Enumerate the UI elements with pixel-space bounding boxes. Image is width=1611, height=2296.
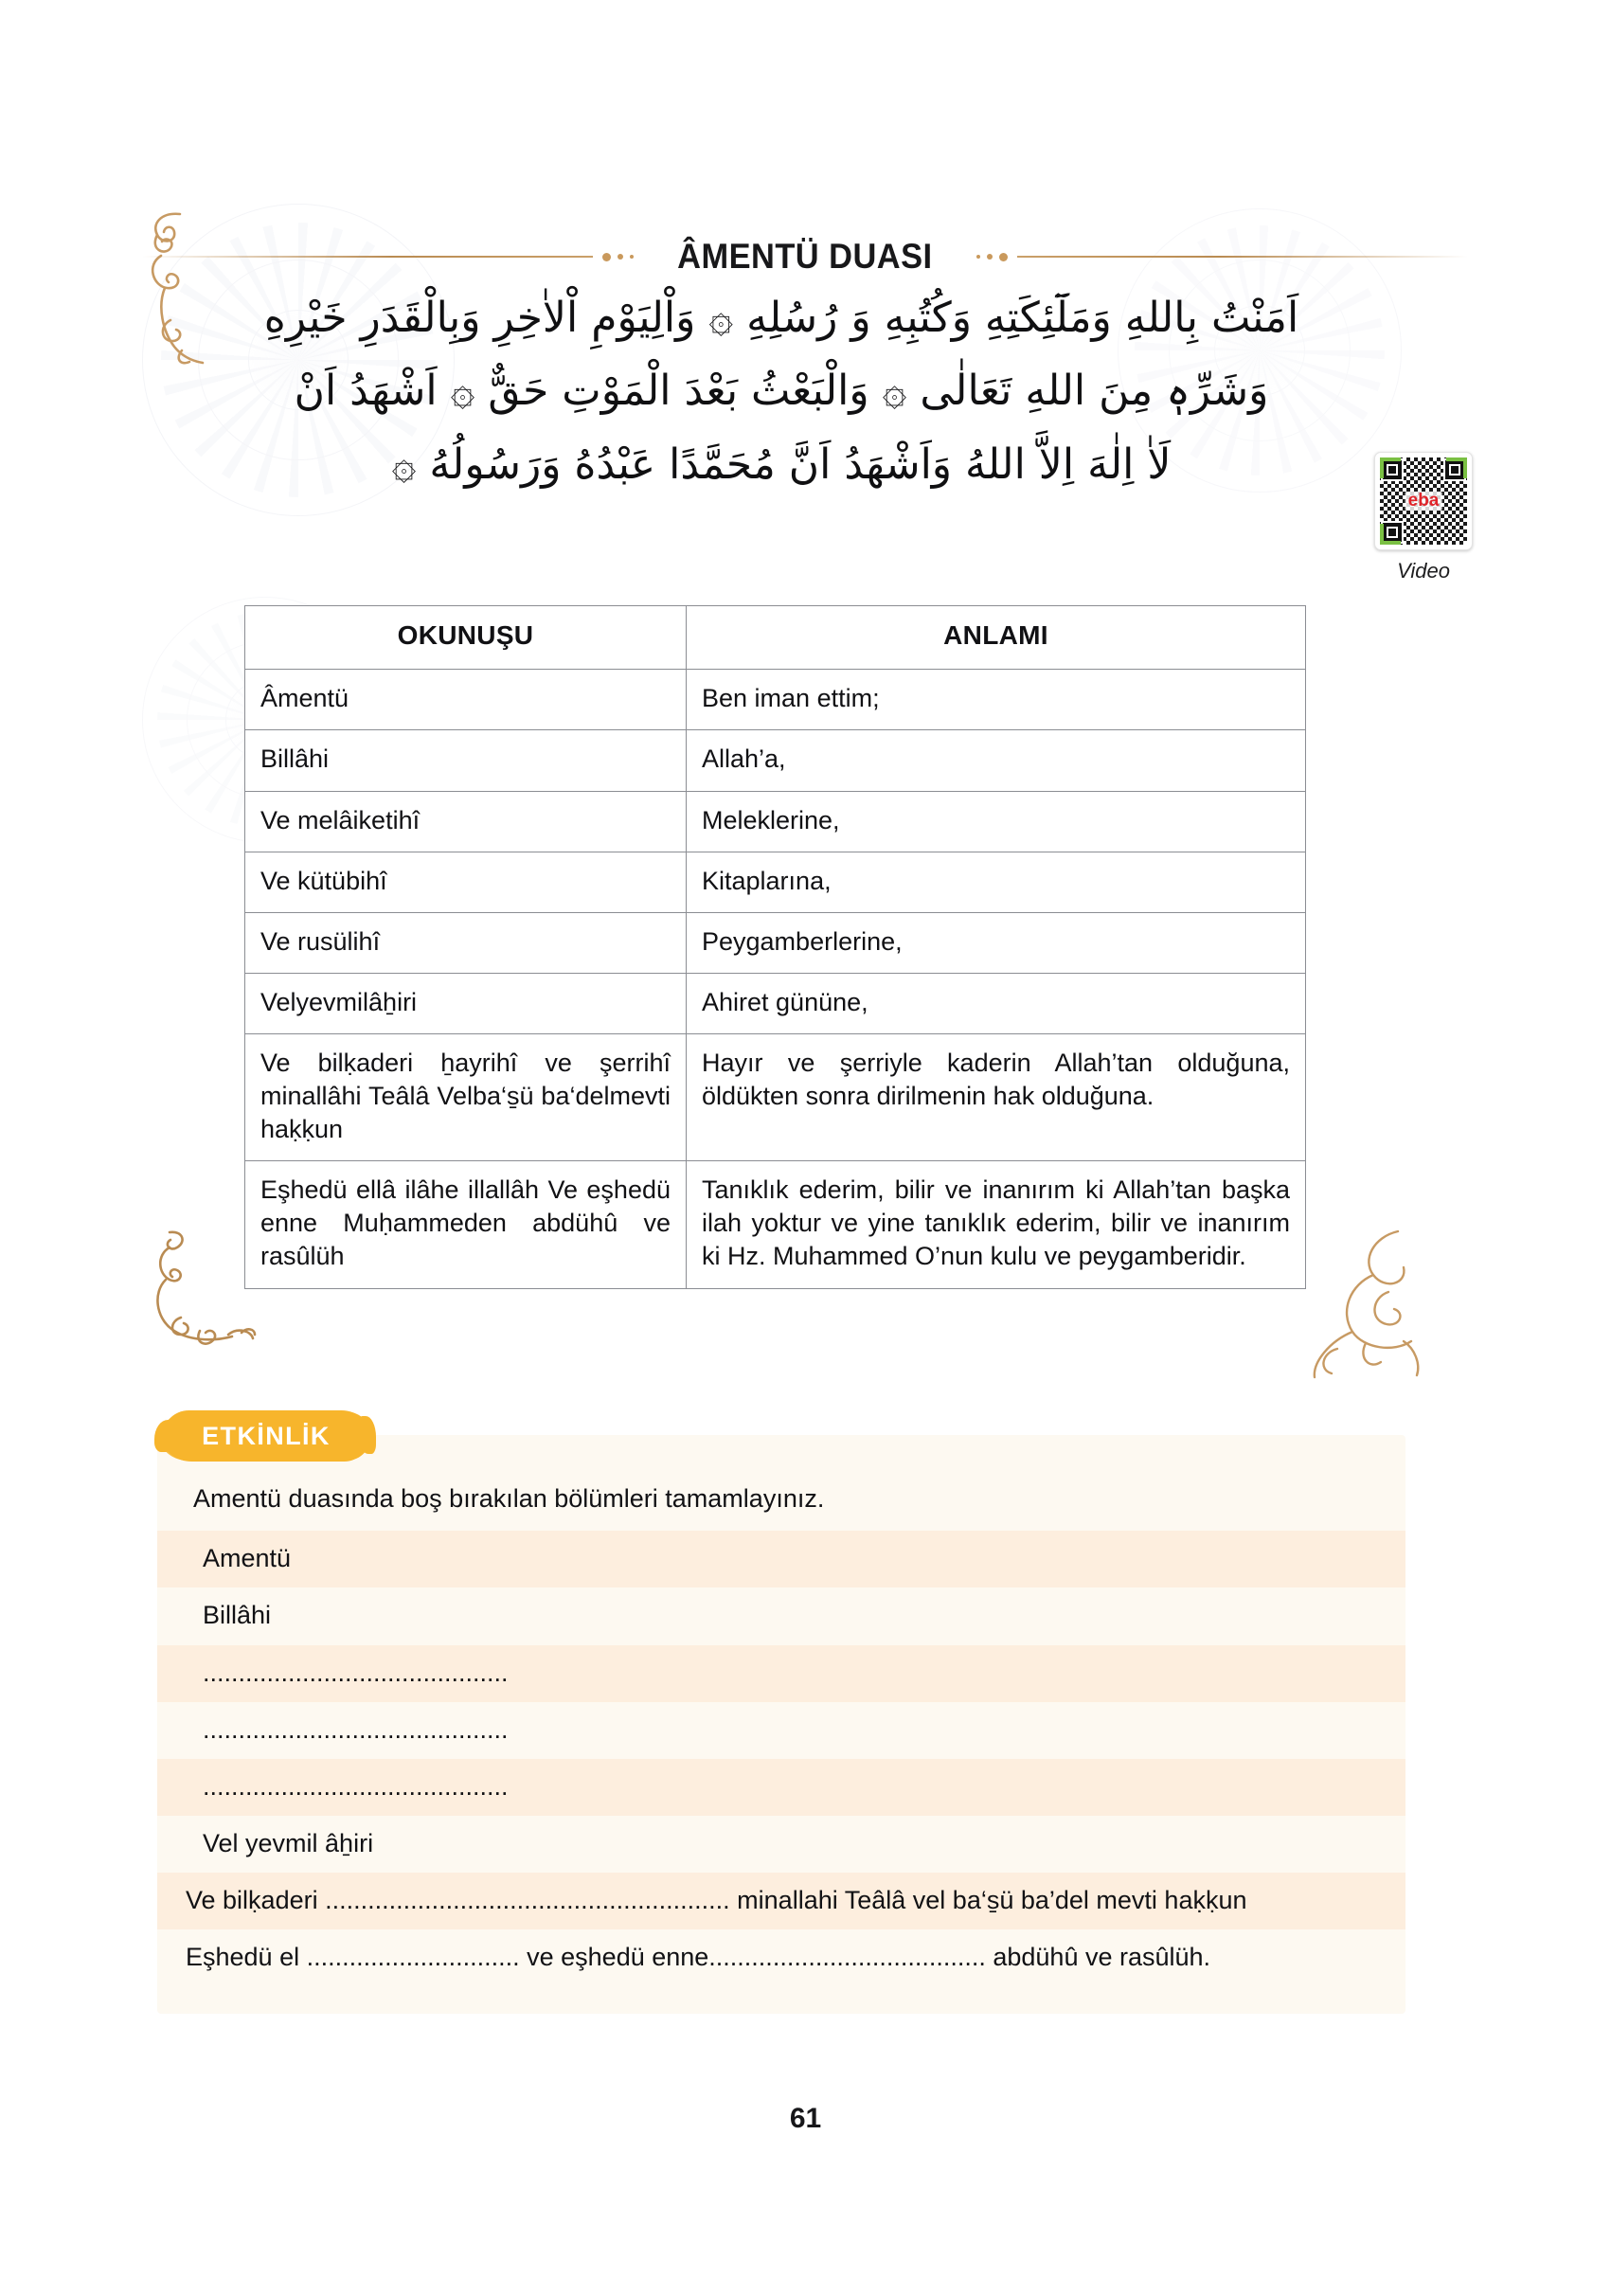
column-header-anlami: ANLAMI — [687, 606, 1306, 670]
cell-anlami: Kitaplarına, — [687, 852, 1306, 912]
table-row — [245, 730, 1306, 791]
table-row — [245, 912, 1306, 973]
activity-line: Billâhi — [203, 1601, 272, 1630]
activity-badge-label: ETKİNLİK — [202, 1421, 331, 1450]
activity-blank-line[interactable]: ........................................... — [157, 1759, 1405, 1816]
cell-anlami: Ben iman ettim; — [687, 670, 1306, 730]
activity-blank-line-bilkaderi[interactable]: Ve bilḳaderi ......................................................... minallahi Teâlâ vel ba‘s̱ü ba’del mevti haḳḳun — [157, 1873, 1405, 1929]
cell-okunusu: Ve kütübihî — [245, 852, 687, 912]
page-number: 61 — [789, 2103, 822, 2134]
activity-badge — [163, 1410, 369, 1462]
cell-anlami: Meleklerine, — [687, 791, 1306, 852]
cell-anlami: Ahiret gününe, — [687, 973, 1306, 1033]
cell-okunusu: Ve rusülihî — [245, 912, 687, 973]
cell-anlami: Allah’a, — [687, 730, 1306, 791]
video-caption: Video — [1397, 559, 1450, 583]
cell-okunusu: Velyevmilâẖiri — [245, 973, 687, 1033]
arabic-line: اَمَنْتُ بِاللهِ وَمَلَٓئِكَتِهِ وَكُتُبِهِ وَ رُسُلِهِ ۞ وَاْلِيَوْمِ اْلاٰخِرِ وَبِالْقَدَرِ خَيْرِهِ — [263, 294, 1299, 342]
cell-okunusu: Ve bilḳaderi ẖayrihî ve şerrihî minallâhi Teâlâ Velba‘s̱ü ba‘delmevti haḳḳun — [245, 1033, 687, 1160]
heading-rule-left — [142, 247, 643, 266]
activity-line: Vel yevmil âẖiri — [203, 1829, 374, 1858]
activity-line: Amentü — [157, 1531, 1405, 1587]
activity-blank-line[interactable]: ........................................... — [203, 1714, 509, 1744]
table-row — [245, 1161, 1306, 1288]
cell-okunusu: Âmentü — [245, 670, 687, 730]
table-row — [245, 791, 1306, 852]
arabic-line: وَشَرِّهٖ مِنَ اللهِ تَعَالٰى ۞ وَالْبَعْثُ بَعْدَ الْمَوْتِ حَقٌّ ۞ اَشْهَدُ اَنْ — [294, 367, 1269, 416]
activity-blank-line-eshedu[interactable]: Eşhedü el .............................. ve eşhedü enne....................................... abdühû ve rasûlüh. — [186, 1943, 1211, 1972]
video-qr-group[interactable] — [1366, 452, 1481, 583]
arabic-prayer-block — [180, 284, 1383, 498]
page-title: ÂMENTÜ DUASI — [677, 237, 933, 276]
cell-anlami: Hayır ve şerriyle kaderin Allah’tan olduğuna, öldükten sonra dirilmenin hak olduğuna. — [687, 1033, 1306, 1160]
activity-prompt: Amentü duasında boş bırakılan bölümleri tamamlayınız. — [193, 1484, 825, 1513]
column-header-okunusu: OKUNUŞU — [245, 606, 687, 670]
table-header-row — [245, 606, 1306, 670]
table-row — [245, 670, 1306, 730]
cell-okunusu: Ve melâiketihî — [245, 791, 687, 852]
table-row — [245, 973, 1306, 1033]
cell-okunusu: Billâhi — [245, 730, 687, 791]
corner-flourish-icon — [137, 1227, 260, 1354]
table-row — [245, 852, 1306, 912]
qr-matrix — [1380, 457, 1467, 545]
qr-code[interactable] — [1374, 452, 1473, 550]
reading-meaning-table — [244, 605, 1306, 1289]
eba-logo: eba — [1405, 492, 1442, 511]
activity-card — [157, 1435, 1405, 2014]
page-heading-row — [142, 232, 1468, 281]
table-row — [245, 1033, 1306, 1160]
cell-anlami: Tanıklık ederim, bilir ve inanırım ki Allah’tan başka ilah yoktur ve yine tanıklık ederim, bilir ve inanırım ki Hz. Muhammed O’nun kulu ve peygamberidir. — [687, 1161, 1306, 1288]
cell-okunusu: Eşhedü ellâ ilâhe illallâh Ve eşhedü enne Muḥammeden abdühû ve rasûlüh — [245, 1161, 687, 1288]
activity-blank-line[interactable]: ........................................... — [157, 1645, 1405, 1702]
arabic-line: لَاٰ اِلٰهَ اِلاَّ اللهُ وَاَشْهَدُ اَنَّ مُحَمَّدًا عَبْدُهُ وَرَسُولُهُ ۞ — [391, 439, 1172, 489]
cell-anlami: Peygamberlerine, — [687, 912, 1306, 973]
heading-rule-right — [967, 247, 1468, 266]
